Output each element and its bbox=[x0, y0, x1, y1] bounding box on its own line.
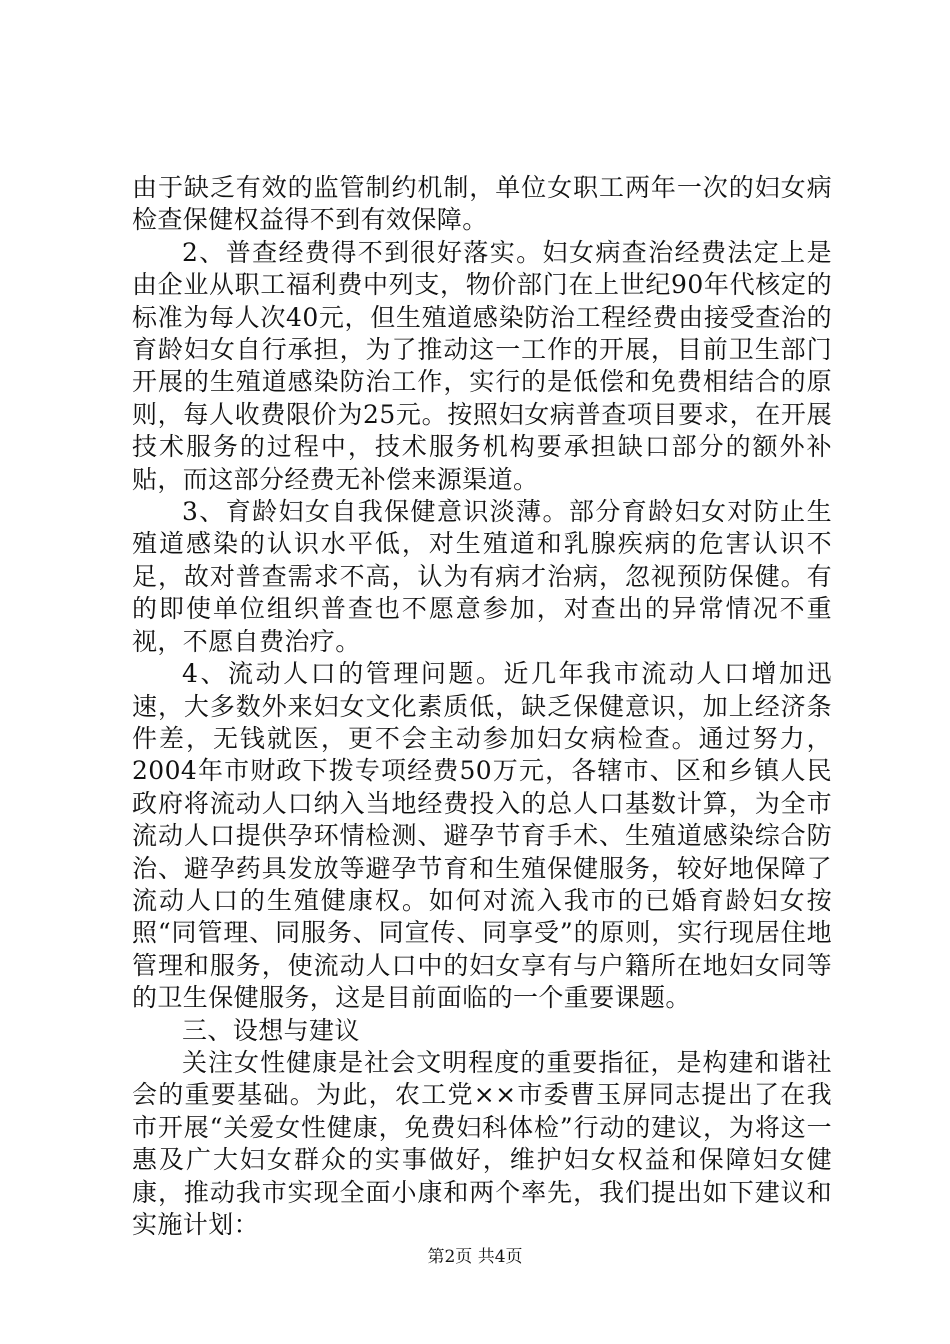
page-number-footer: 第2页 共4页 bbox=[427, 1247, 523, 1267]
section-heading-3: 三、设想与建议 bbox=[182, 1015, 360, 1045]
paragraph-item-2: 2、普查经费得不到很好落实。妇女病查治经费法定上是由企业从职工福利费中列支，物价部门在上世纪90年代核定的标准为每人次40元，但生殖道感染防治工程经费由接受查治的育龄妇女自行承担，为了推动这一工作的开展，目前卫生部门开展的生殖道感染防治工作，实行的是低偿和免费相结合的原则，每人收费限价为25元。按照妇女病普查项目要求，在开展技术服务的过程中，技术服务机构要承担缺口部分的额外补贴，而这部分经费无补偿来源渠道。 bbox=[132, 237, 832, 494]
paragraph-suggestions: 关注女性健康是社会文明程度的重要指征，是构建和谐社会的重要基础。为此，农工党××市委曹玉屏同志提出了在我市开展“关爱女性健康，免费妇科体检”行动的建议，为将这一惠及广大妇女群众的实事做好，维护妇女权益和保障妇女健康，推动我市实现全面小康和两个率先，我们提出如下建议和实施计划： bbox=[132, 1047, 832, 1239]
paragraph-item-3: 3、育龄妇女自我保健意识淡薄。部分育龄妇女对防止生殖道感染的认识水平低，对生殖道和乳腺疾病的危害认识不足，故对普查需求不高，认为有病才治病，忽视预防保健。有的即使单位组织普查也不愿意参加，对查出的异常情况不重视，不愿自费治疗。 bbox=[132, 497, 832, 656]
document-body bbox=[132, 172, 832, 1241]
paragraph-item-4: 4、流动人口的管理问题。近几年我市流动人口增加迅速，大多数外来妇女文化素质低，缺乏保健意识，加上经济条件差，无钱就医，更不会主动参加妇女病检查。通过努力，2004年市财政下拨专项经费50万元，各辖市、区和乡镇人民政府将流动人口纳入当地经费投入的总人口基数计算，为全市流动人口提供孕环情检测、避孕节育手术、生殖道感染综合防治、避孕药具发放等避孕节育和生殖保健服务，较好地保障了流动人口的生殖健康权。如何对流入我市的已婚育龄妇女按照“同管理、同服务、同宣传、同享受”的原则，实行现居住地管理和服务，使流动人口中的妇女享有与户籍所在地妇女同等的卫生保健服务，这是目前面临的一个重要课题。 bbox=[132, 659, 832, 1013]
paragraph-continuation: 由于缺乏有效的监管制约机制，单位女职工两年一次的妇女病检查保健权益得不到有效保障。 bbox=[132, 173, 832, 235]
